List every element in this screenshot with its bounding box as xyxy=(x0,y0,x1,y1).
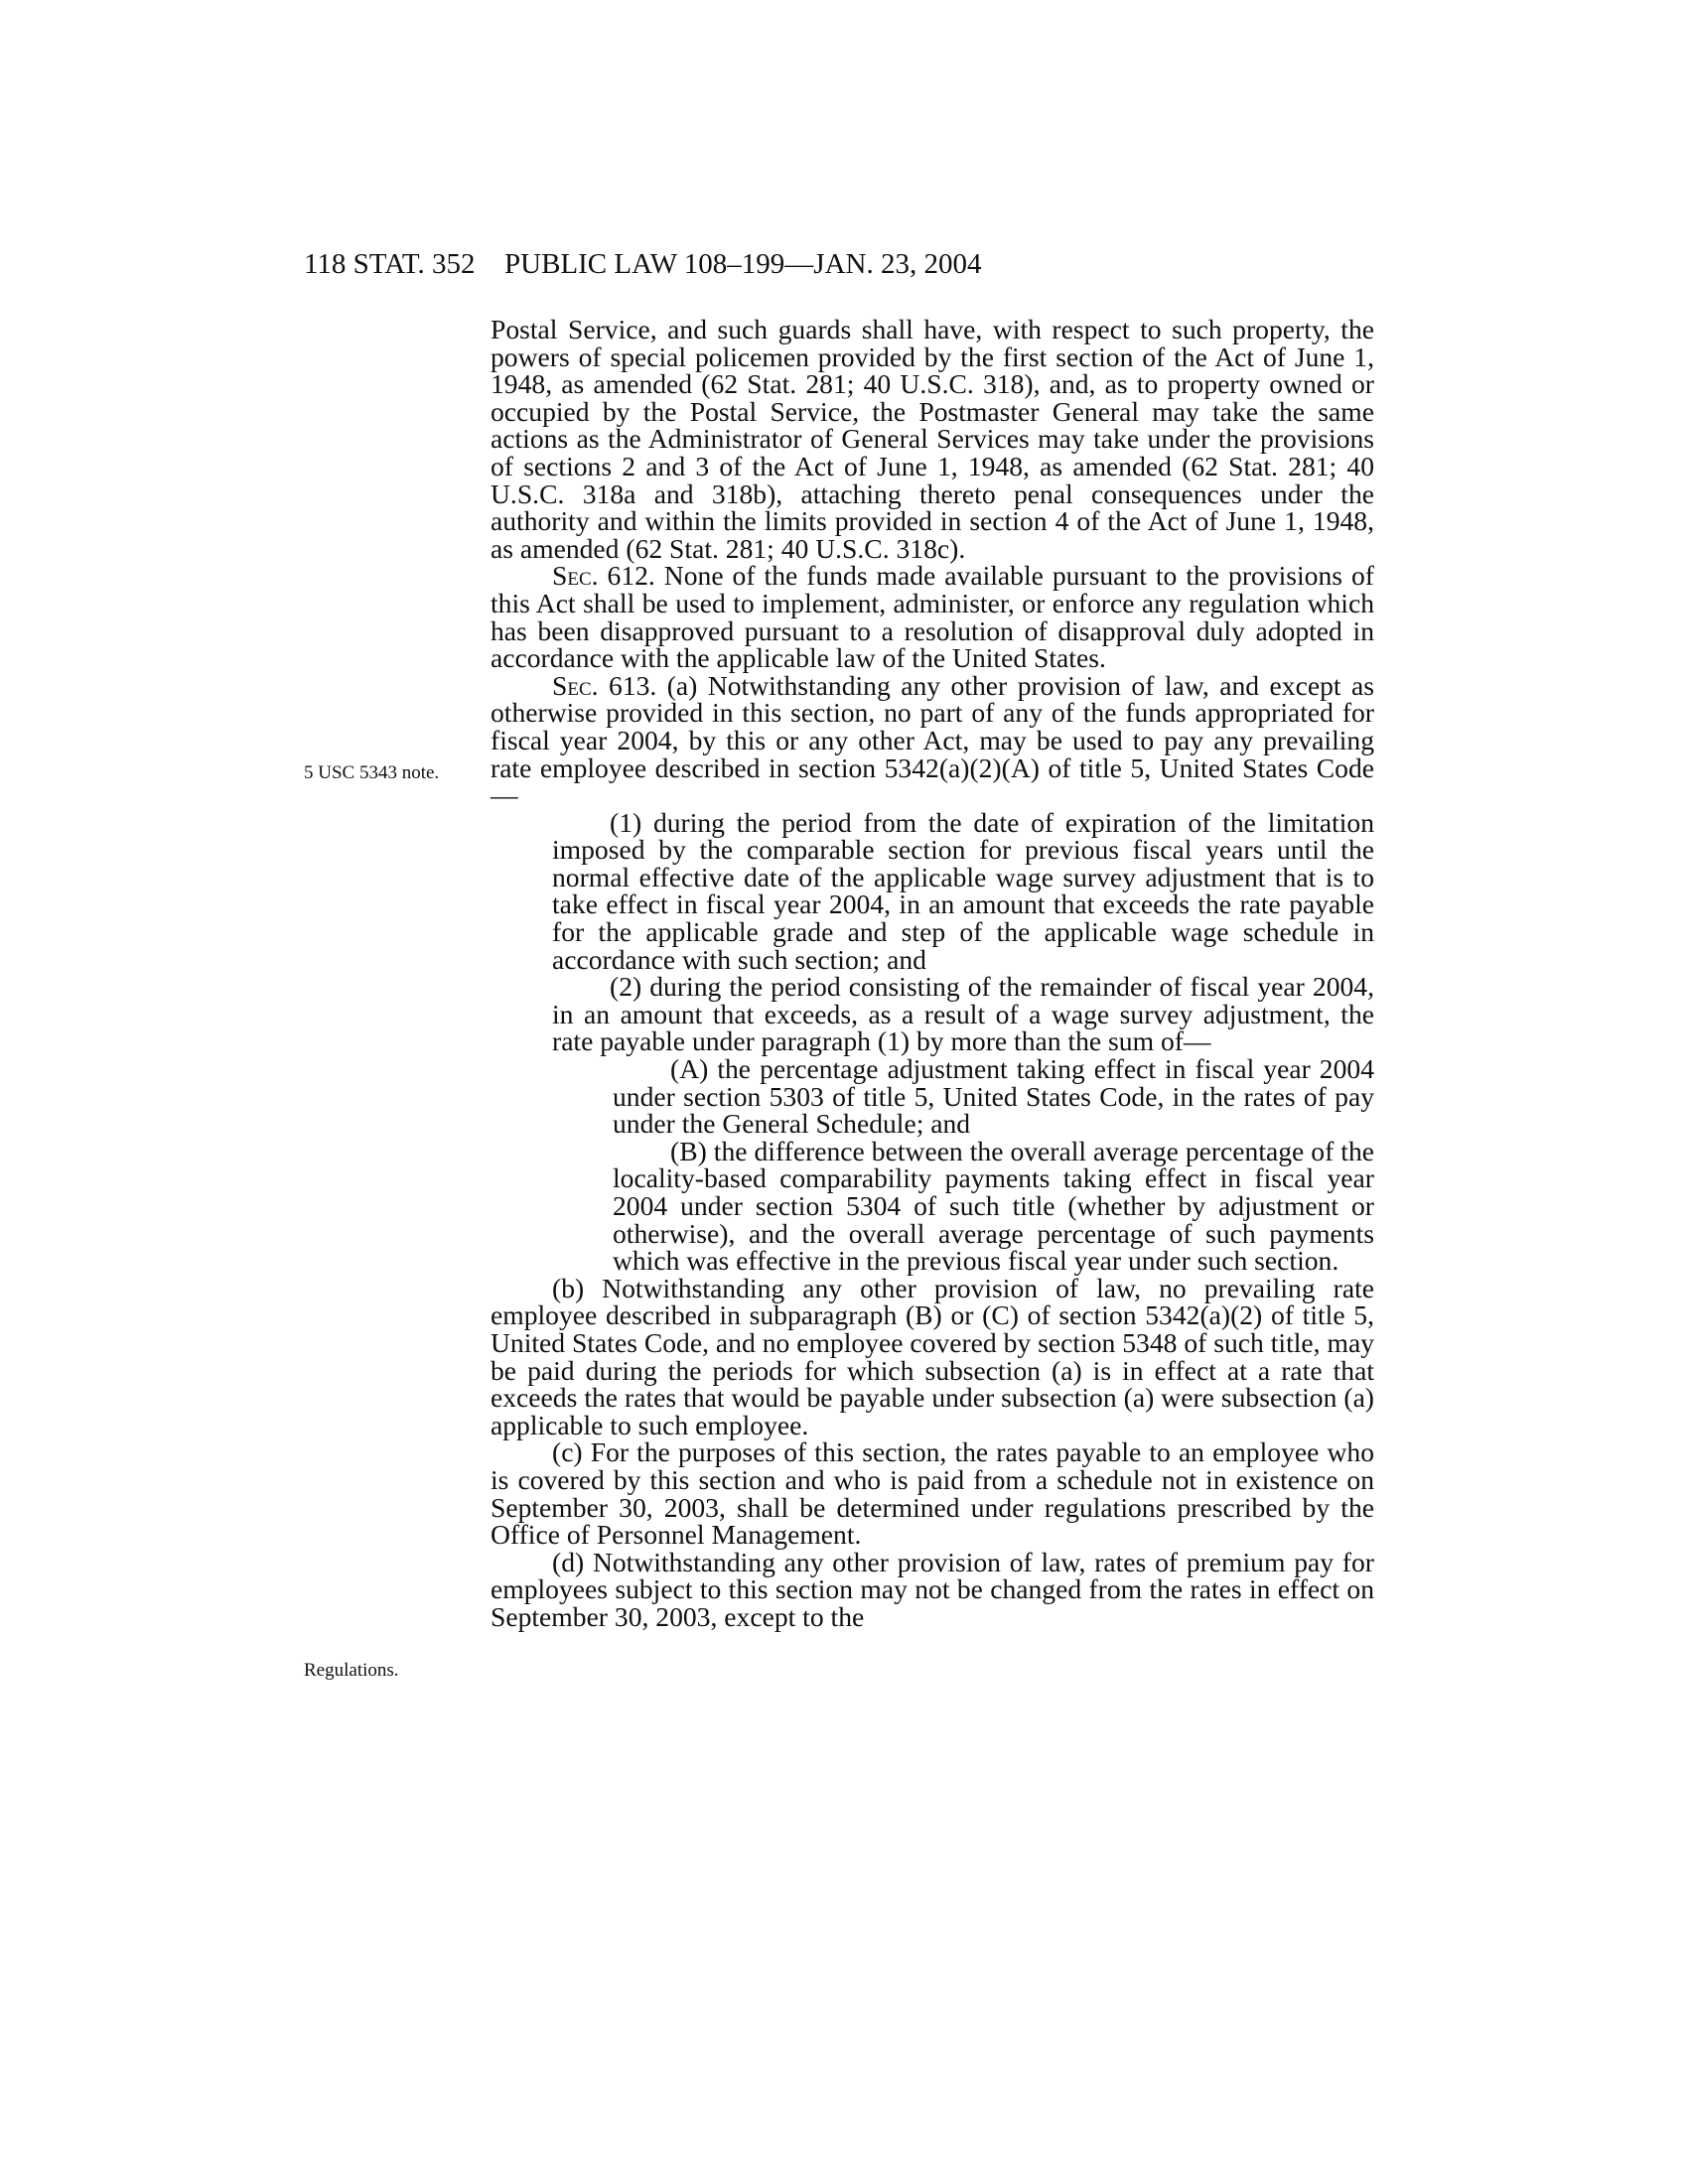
section-label: Sec. xyxy=(552,669,599,701)
paragraph-continuation: Postal Service, and such guards shall have, with respect to such property, the powers of special policemen provided by the first section of the Act of June 1, 1948, as amended (62 Stat. 281; 40 U.S.C. 318), and, as to property owned or occupied by the Postal Service, the Postmaster General may take the same actions as the Administrator of General Services may take under the provisions of sections 2 and 3 of the Act of June 1, 1948, as amended (62 Stat. 281; 40 U.S.C. 318a and 318b), attaching thereto penal consequences under the authority and within the limits provided in section 4 of the Act of June 1, 1948, as amended (62 Stat. 281; 40 U.S.C. 318c). xyxy=(491,314,1374,564)
subparagraph-a: (A) the percentage adjustment taking effect in fiscal year 2004 under section 5303 of title 5, United States Code, in the rates of pay under the General Schedule; and xyxy=(613,1053,1374,1140)
subsection-c: (c) For the purposes of this section, the rates payable to an employee who is covered by this section and who is paid from a schedule not in existence on September 30, 2003, shall be determined under regulations prescribed by the Office of Personnel Management. xyxy=(491,1436,1374,1551)
subsection-d: (d) Notwithstanding any other provision of law, rates of premium pay for employees subject to this section may not be changed from the rates in effect on September 30, 2003, except to the xyxy=(491,1546,1374,1632)
margin-note-usc: 5 USC 5343 note. xyxy=(304,762,440,783)
page-running-title: PUBLIC LAW 108–199—JAN. 23, 2004 xyxy=(504,248,982,280)
margin-note-regulations: Regulations. xyxy=(304,1660,399,1681)
page-stat-citation: 118 STAT. 352 xyxy=(304,248,476,280)
section-label: Sec. xyxy=(552,560,599,592)
subsection-b: (b) Notwithstanding any other provision of law, no prevailing rate employee described in subparagraph (B) or (C) of section 5342(a)(2) of title 5, United States Code, and no employee covered by section 5348 of such title, may be paid during the periods for which subsection (a) is in effect at a rate that exceeds the rates that would be payable under subsection (a) were subsection (a) applicable to such employee. xyxy=(491,1272,1374,1440)
main-text-column xyxy=(491,316,1374,1631)
section-613-text: 613. (a) Notwithstanding any other provision of law, and except as otherwise provided in this section, no part of any of the funds appropriated for fiscal year 2004, by this or any other Act, may be used to pay any prevailing rate employee described in section 5342(a)(2)(A) of title 5, United States Code— xyxy=(491,669,1374,811)
paragraph-2: (2) during the period consisting of the remainder of fiscal year 2004, in an amount that exceeds, as a result of a wage survey adjustment, the rate payable under paragraph (1) by more than the sum of— xyxy=(552,971,1374,1057)
subparagraph-b: (B) the difference between the overall average percentage of the locality-based comparability payments taking effect in fiscal year 2004 under section 5304 of such title (whether by adjustment or otherwise), and the overall average percentage of such payments which was effective in the previous fiscal year under such section. xyxy=(613,1135,1374,1277)
section-613 xyxy=(491,669,1374,811)
section-612 xyxy=(491,560,1374,674)
section-612-text: 612. None of the funds made available pursuant to the provisions of this Act shall be used to implement, administer, or enforce any regulation which has been disapproved pursuant to a resolution of disapproval duly adopted in accordance with the applicable law of the United States. xyxy=(491,560,1374,674)
paragraph-1: (1) during the period from the date of expiration of the limitation imposed by the comparable section for previous fiscal years until the normal effective date of the applicable wage survey adjustment that is to take effect in fiscal year 2004, in an amount that exceeds the rate payable for the applicable grade and step of the applicable wage schedule in accordance with such section; and xyxy=(552,806,1374,975)
